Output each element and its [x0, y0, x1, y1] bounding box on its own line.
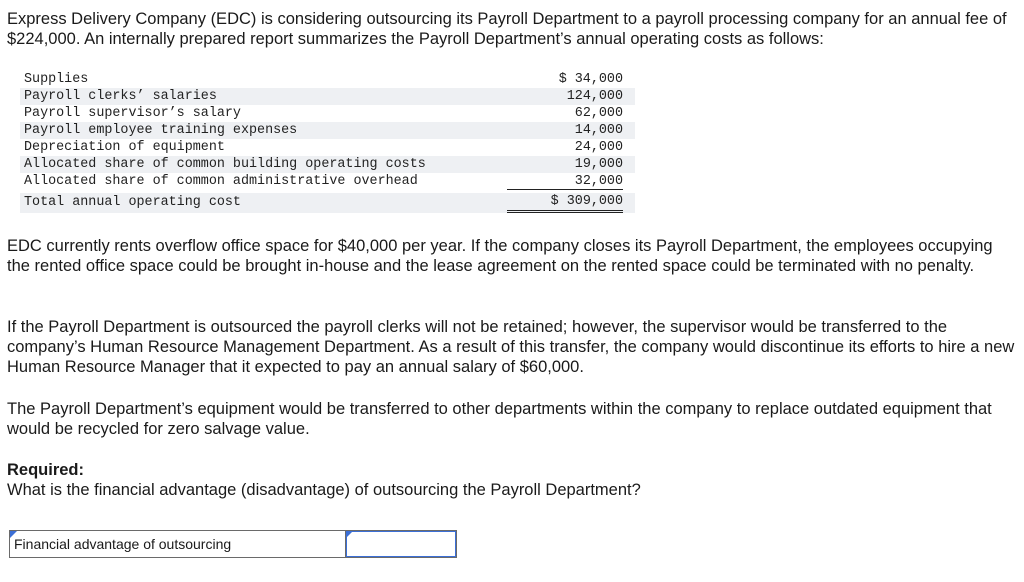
cost-row-admin-overhead: [20, 173, 635, 190]
cost-row-supervisor-salary: [20, 105, 635, 122]
cost-item-amount: 62,000: [574, 106, 623, 121]
cost-row-depreciation: [20, 139, 635, 156]
corner-marker-icon: [346, 531, 353, 538]
financial-advantage-input[interactable]: [346, 531, 456, 557]
cost-item-amount: 124,000: [566, 89, 623, 104]
transfer-paragraph: If the Payroll Department is outsourced the payroll clerks will not be retained; however, the supervisor would be transferred to the company’s Human Resource Management Department. As a result of this transfer, the company would discontinue its efforts to hire a new Human Resource Manager that it expected to pay an annual salary of $60,000.: [7, 318, 1015, 376]
cost-row-clerks-salaries: [20, 88, 635, 105]
cost-row-building-costs: [20, 156, 635, 173]
answer-label-cell: [10, 531, 346, 557]
cost-item-amount: 24,000: [574, 140, 623, 155]
operating-cost-table: [20, 71, 635, 213]
answer-input-cell: [346, 531, 456, 557]
equipment-paragraph: The Payroll Department’s equipment would be transferred to other departments within the company to replace outdated equipment that would be recycled for zero salvage value.: [7, 400, 992, 438]
cost-item-label: Supplies: [24, 72, 89, 87]
answer-row: [9, 530, 457, 558]
cost-item-amount: 14,000: [574, 123, 623, 138]
answer-label: Financial advantage of outsourcing: [14, 536, 232, 552]
cost-total-row: [20, 193, 635, 213]
cost-row-supplies: [20, 71, 635, 88]
cost-item-label: Depreciation of equipment: [24, 140, 225, 155]
corner-marker-icon: [10, 531, 17, 538]
cost-item-amount: $ 34,000: [558, 72, 623, 87]
cost-item-label: Allocated share of common building operating costs: [24, 157, 426, 172]
cost-item-label: Payroll employee training expenses: [24, 123, 298, 138]
rent-paragraph: EDC currently rents overflow office space for $40,000 per year. If the company closes its Payroll Department, the employees occupying the rented office space could be brought in-house and the lease agreement on the rented space could be terminated with no penalty.: [7, 237, 993, 275]
cost-item-label: Payroll clerks’ salaries: [24, 89, 217, 104]
cost-row-training: [20, 122, 635, 139]
required-heading: Required:: [7, 461, 85, 479]
cost-item-label: Allocated share of common administrative overhead: [24, 174, 418, 189]
cost-total-label: Total annual operating cost: [24, 195, 241, 210]
intro-paragraph: Express Delivery Company (EDC) is considering outsourcing its Payroll Department to a payroll processing company for an annual fee of $224,000. An internally prepared report summarizes the Payroll Department’s annual operating costs as follows:: [7, 10, 1007, 48]
cost-total-amount: $ 309,000: [507, 193, 623, 213]
cost-item-amount: 32,000: [507, 173, 623, 190]
question-text: What is the financial advantage (disadvantage) of outsourcing the Payroll Department?: [7, 481, 641, 499]
cost-item-amount: 19,000: [574, 157, 623, 172]
cost-item-label: Payroll supervisor’s salary: [24, 106, 241, 121]
